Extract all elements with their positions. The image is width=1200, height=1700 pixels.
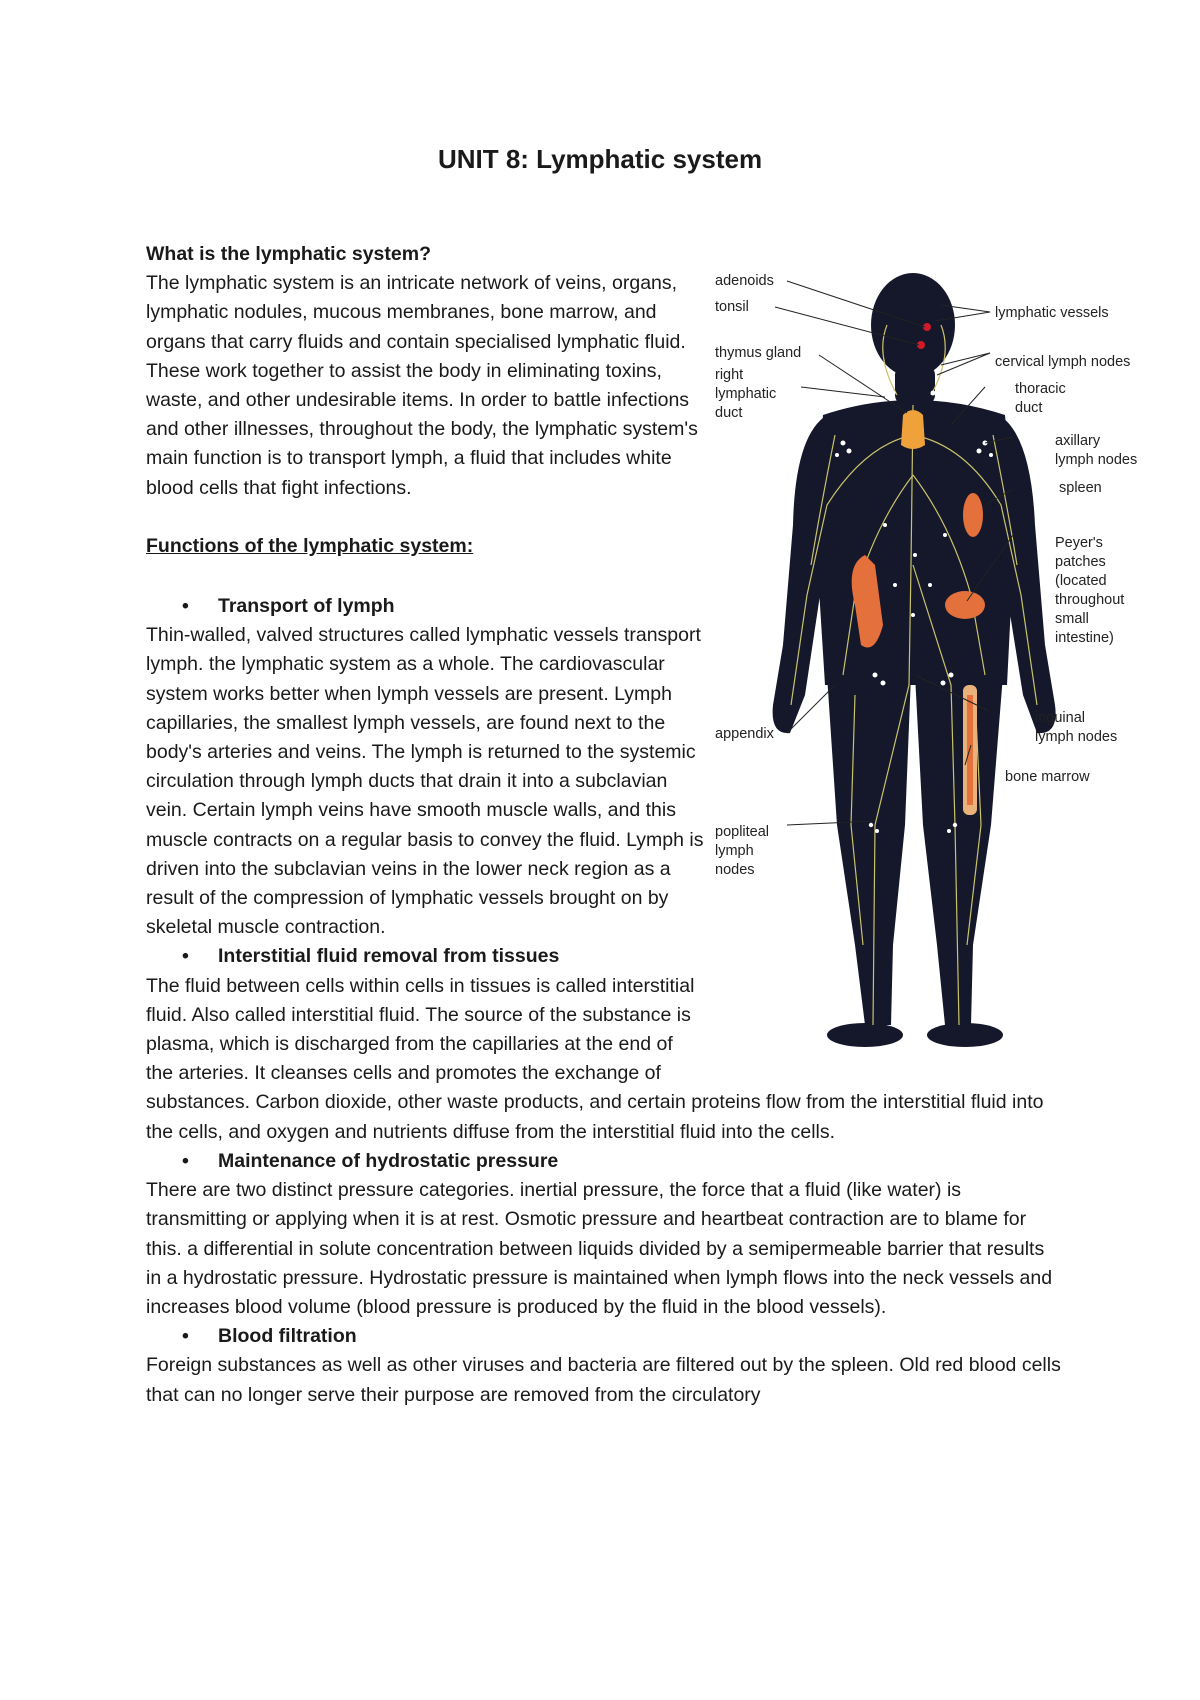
label-peyers-5: small <box>1055 611 1089 627</box>
label-peyers-6: intestine) <box>1055 630 1114 646</box>
bullet-dot: • <box>182 595 189 618</box>
label-thoracic-duct-1: thoracic <box>1015 381 1066 397</box>
label-right-lymphatic-duct-2: lymphatic <box>715 386 777 402</box>
bullet-transport-of-lymph <box>146 592 1061 621</box>
transport-of-lymph-paragraph: Thin-walled, valved structures called lymphatic vessels transport lymph. the lymphatic system as a whole. The cardiovascular system works better when lymph vessels are present. Lymph capillaries, the smallest lymph vessels, are found next to the body's arteries and veins. The lymph is returned to the systemic circulation through lymph ducts that drain it into a subclavian vein. Certain lymph veins have smooth muscle walls, and this muscle contracts on a regular basis to convey the fluid. Lymph is driven into the subclavian veins in the lower neck region as a result of the compression of lymphatic vessels brought on by skeletal muscle contraction. <box>146 624 704 939</box>
label-lymphatic-vessels: lymphatic vessels <box>995 305 1109 321</box>
bullet-hydrostatic-pressure <box>146 1147 1061 1176</box>
bullet-title: Blood filtration <box>218 1325 357 1348</box>
label-axillary-1: axillary <box>1055 433 1101 449</box>
label-cervical-lymph-nodes: cervical lymph nodes <box>995 354 1131 370</box>
label-adenoids: adenoids <box>715 273 774 289</box>
label-inguinal-1: inguinal <box>1035 710 1085 726</box>
label-right-lymphatic-duct-3: duct <box>715 405 743 421</box>
bullet-title: Interstitial fluid removal from tissues <box>218 945 560 968</box>
label-peyers-3: (located <box>1055 573 1107 589</box>
bullet-dot: • <box>182 1325 189 1348</box>
intro-heading: What is the lymphatic system? <box>146 243 431 265</box>
interstitial-fluid-paragraph: The fluid between cells within cells in tissues is called interstitial fluid. Also called interstitial fluid. The source of the substance is plasma, which is discharged from the capillaries at the end of the arteries. It cleanses cells and promotes the exchange of substances. Carbon dioxide, other waste products, and certain proteins flow from the interstitial fluid into the cells, and oxygen and nutrients diffuse from the interstitial fluid into the cells. <box>146 974 1044 1143</box>
bullet-title: Maintenance of hydrostatic pressure <box>218 1149 559 1172</box>
label-inguinal-2: lymph nodes <box>1035 729 1118 745</box>
label-thymus-gland: thymus gland <box>715 345 802 361</box>
label-bone-marrow: bone marrow <box>1005 769 1090 785</box>
functions-heading: Functions of the lymphatic system: <box>146 534 474 557</box>
label-popliteal-2: lymph <box>715 843 754 859</box>
label-axillary-2: lymph nodes <box>1055 452 1138 468</box>
label-tonsil: tonsil <box>715 299 749 315</box>
page-title: UNIT 8: Lymphatic system <box>437 144 763 174</box>
bullet-dot: • <box>182 945 189 968</box>
label-right-lymphatic-duct-1: right <box>715 367 744 383</box>
bullet-dot: • <box>182 1149 189 1172</box>
label-appendix: appendix <box>715 726 774 742</box>
label-peyers-2: patches <box>1055 554 1106 570</box>
label-peyers-4: throughout <box>1055 592 1125 608</box>
bullet-title: Transport of lymph <box>218 595 395 618</box>
bullet-blood-filtration <box>146 1322 1061 1351</box>
label-spleen: spleen <box>1059 480 1102 496</box>
bullet-interstitial-fluid-removal <box>146 942 1061 971</box>
document-body <box>146 240 1061 1410</box>
label-peyers-1: Peyer's <box>1055 535 1103 551</box>
blood-filtration-paragraph: Foreign substances as well as other viruses and bacteria are filtered out by the spleen. Old red blood cells that can no longer serve their purpose are removed from the circulatory <box>146 1354 1061 1406</box>
intro-paragraph: The lymphatic system is an intricate network of veins, organs, lymphatic nodules, mucous membranes, bone marrow, and organs that carry fluids and contain specialised lymphatic fluid. These work together to assist the body in eliminating toxins, waste, and other undesirable items. In order to battle infections and other illnesses, throughout the body, the lymphatic system's main function is to transport lymph, a fluid that includes white blood cells that fight infections. <box>146 272 698 499</box>
hydrostatic-pressure-paragraph: There are two distinct pressure categories. inertial pressure, the force that a fluid (like water) is transmitting or applying when it is at rest. Osmotic pressure and heartbeat contraction are to blame for this. a differential in solute concentration between liquids divided by a semipermeable barrier that results in a hydrostatic pressure. Hydrostatic pressure is maintained when lymph flows into the neck vessels and increases blood volume (blood pressure is produced by the fluid in the blood vessels). <box>146 1179 1053 1318</box>
label-thoracic-duct-2: duct <box>1015 400 1043 416</box>
label-popliteal-1: popliteal <box>715 824 770 840</box>
label-popliteal-3: nodes <box>715 862 755 878</box>
